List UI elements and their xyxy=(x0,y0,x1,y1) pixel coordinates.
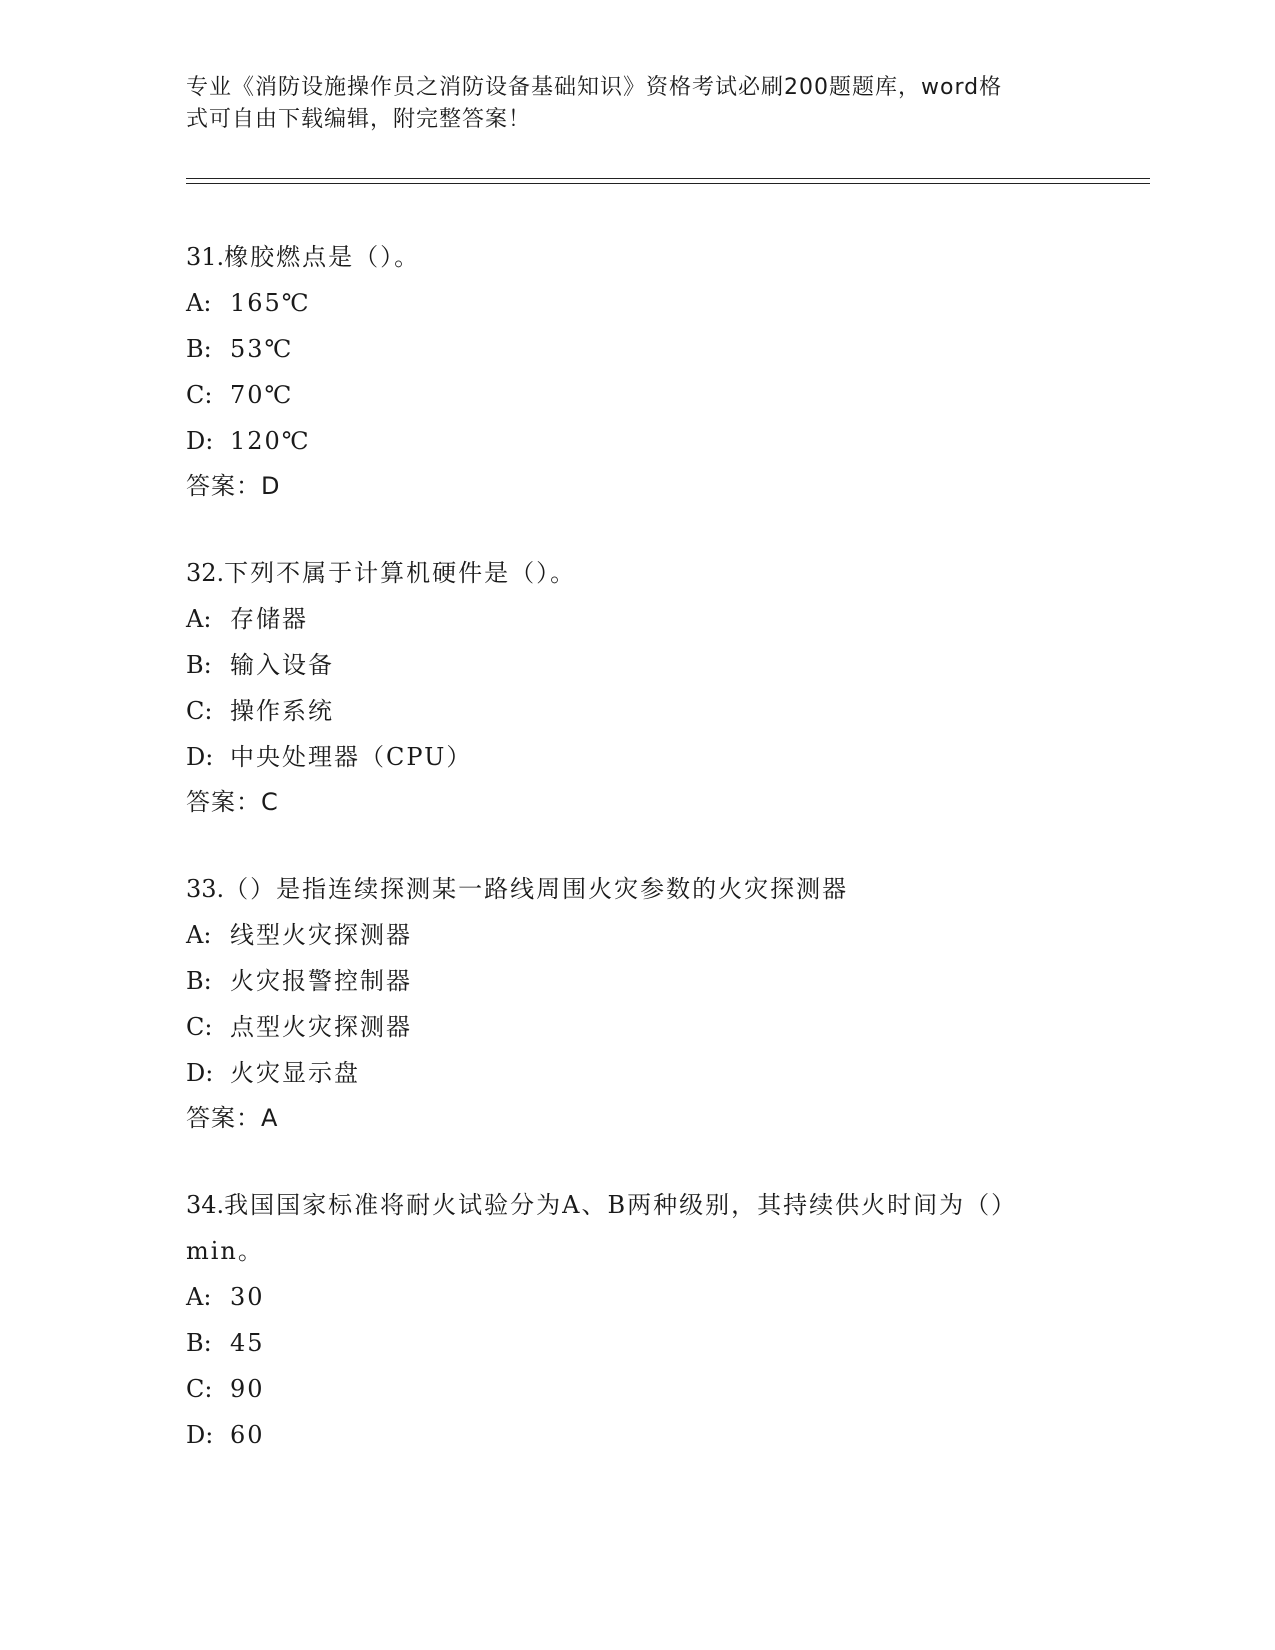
option-c xyxy=(186,372,1086,418)
answer-line xyxy=(186,780,1086,824)
option-d xyxy=(186,418,1086,464)
option-d xyxy=(186,1050,1086,1096)
option-key: D: xyxy=(186,427,214,455)
option-text: 165℃ xyxy=(230,289,311,317)
option-key: B: xyxy=(186,651,212,679)
option-text: 中央处理器（CPU） xyxy=(230,743,473,771)
question-text: 橡胶燃点是（）。 xyxy=(224,243,421,271)
question-title xyxy=(186,866,1086,912)
answer-label: 答案： xyxy=(186,1104,261,1132)
option-text: 90 xyxy=(230,1375,265,1403)
option-text: 53℃ xyxy=(230,335,294,363)
option-key: C: xyxy=(186,697,213,725)
option-text: 存储器 xyxy=(230,605,308,633)
option-text: 60 xyxy=(230,1421,265,1449)
option-key: C: xyxy=(186,381,213,409)
option-a xyxy=(186,1274,1086,1320)
question-text: （）是指连续探测某一路线周围火灾参数的火灾探测器 xyxy=(224,875,849,903)
header-divider-top xyxy=(186,178,1150,179)
option-b xyxy=(186,1320,1086,1366)
option-text: 30 xyxy=(230,1283,265,1311)
answer-line xyxy=(186,464,1086,508)
option-key: B: xyxy=(186,1329,212,1357)
question-title xyxy=(186,1182,1086,1274)
option-key: A: xyxy=(186,1283,212,1311)
question-list xyxy=(186,234,1086,1500)
question-number: 34. xyxy=(186,1191,225,1219)
option-a xyxy=(186,912,1086,958)
option-a xyxy=(186,596,1086,642)
answer-line xyxy=(186,1096,1086,1140)
option-key: A: xyxy=(186,605,212,633)
answer-label: 答案： xyxy=(186,788,261,816)
option-text: 操作系统 xyxy=(230,697,334,725)
option-d xyxy=(186,1412,1086,1458)
question-text: 下列不属于计算机硬件是（）。 xyxy=(224,559,577,587)
question-title xyxy=(186,550,1086,596)
option-key: A: xyxy=(186,289,212,317)
header-line-2: 式可自由下载编辑，附完整答案！ xyxy=(186,107,532,132)
question-33 xyxy=(186,866,1086,1140)
option-text: 线型火灾探测器 xyxy=(230,921,412,949)
option-key: B: xyxy=(186,335,212,363)
option-c xyxy=(186,1004,1086,1050)
question-31 xyxy=(186,234,1086,508)
option-b xyxy=(186,642,1086,688)
option-text: 输入设备 xyxy=(230,651,334,679)
question-number: 32. xyxy=(186,559,225,587)
option-text: 120℃ xyxy=(230,427,311,455)
option-text: 火灾报警控制器 xyxy=(230,967,412,995)
question-number: 31. xyxy=(186,243,225,271)
option-b xyxy=(186,326,1086,372)
option-text: 70℃ xyxy=(230,381,294,409)
option-key: D: xyxy=(186,743,214,771)
header-divider-bottom xyxy=(186,183,1150,184)
option-c xyxy=(186,688,1086,734)
option-b xyxy=(186,958,1086,1004)
option-text: 点型火灾探测器 xyxy=(230,1013,412,1041)
question-34 xyxy=(186,1182,1086,1458)
answer-value: A xyxy=(261,1104,279,1132)
answer-label: 答案： xyxy=(186,472,261,500)
option-key: B: xyxy=(186,967,212,995)
option-c xyxy=(186,1366,1086,1412)
option-key: D: xyxy=(186,1421,214,1449)
option-key: C: xyxy=(186,1013,213,1041)
option-text: 火灾显示盘 xyxy=(230,1059,360,1087)
option-key: C: xyxy=(186,1375,213,1403)
option-key: A: xyxy=(186,921,212,949)
question-number: 33. xyxy=(186,875,225,903)
question-32 xyxy=(186,550,1086,824)
option-key: D: xyxy=(186,1059,214,1087)
header-line-1: 专业《消防设施操作员之消防设备基础知识》资格考试必刷200题题库，word格 xyxy=(186,75,1003,100)
answer-value: D xyxy=(261,472,281,500)
option-text: 45 xyxy=(230,1329,265,1357)
option-a xyxy=(186,280,1086,326)
question-title xyxy=(186,234,1086,280)
option-d xyxy=(186,734,1086,780)
answer-value: C xyxy=(261,788,279,816)
document-header xyxy=(186,72,1066,136)
question-text: 我国国家标准将耐火试验分为A、B两种级别，其持续供火时间为（）min。 xyxy=(186,1191,1018,1265)
